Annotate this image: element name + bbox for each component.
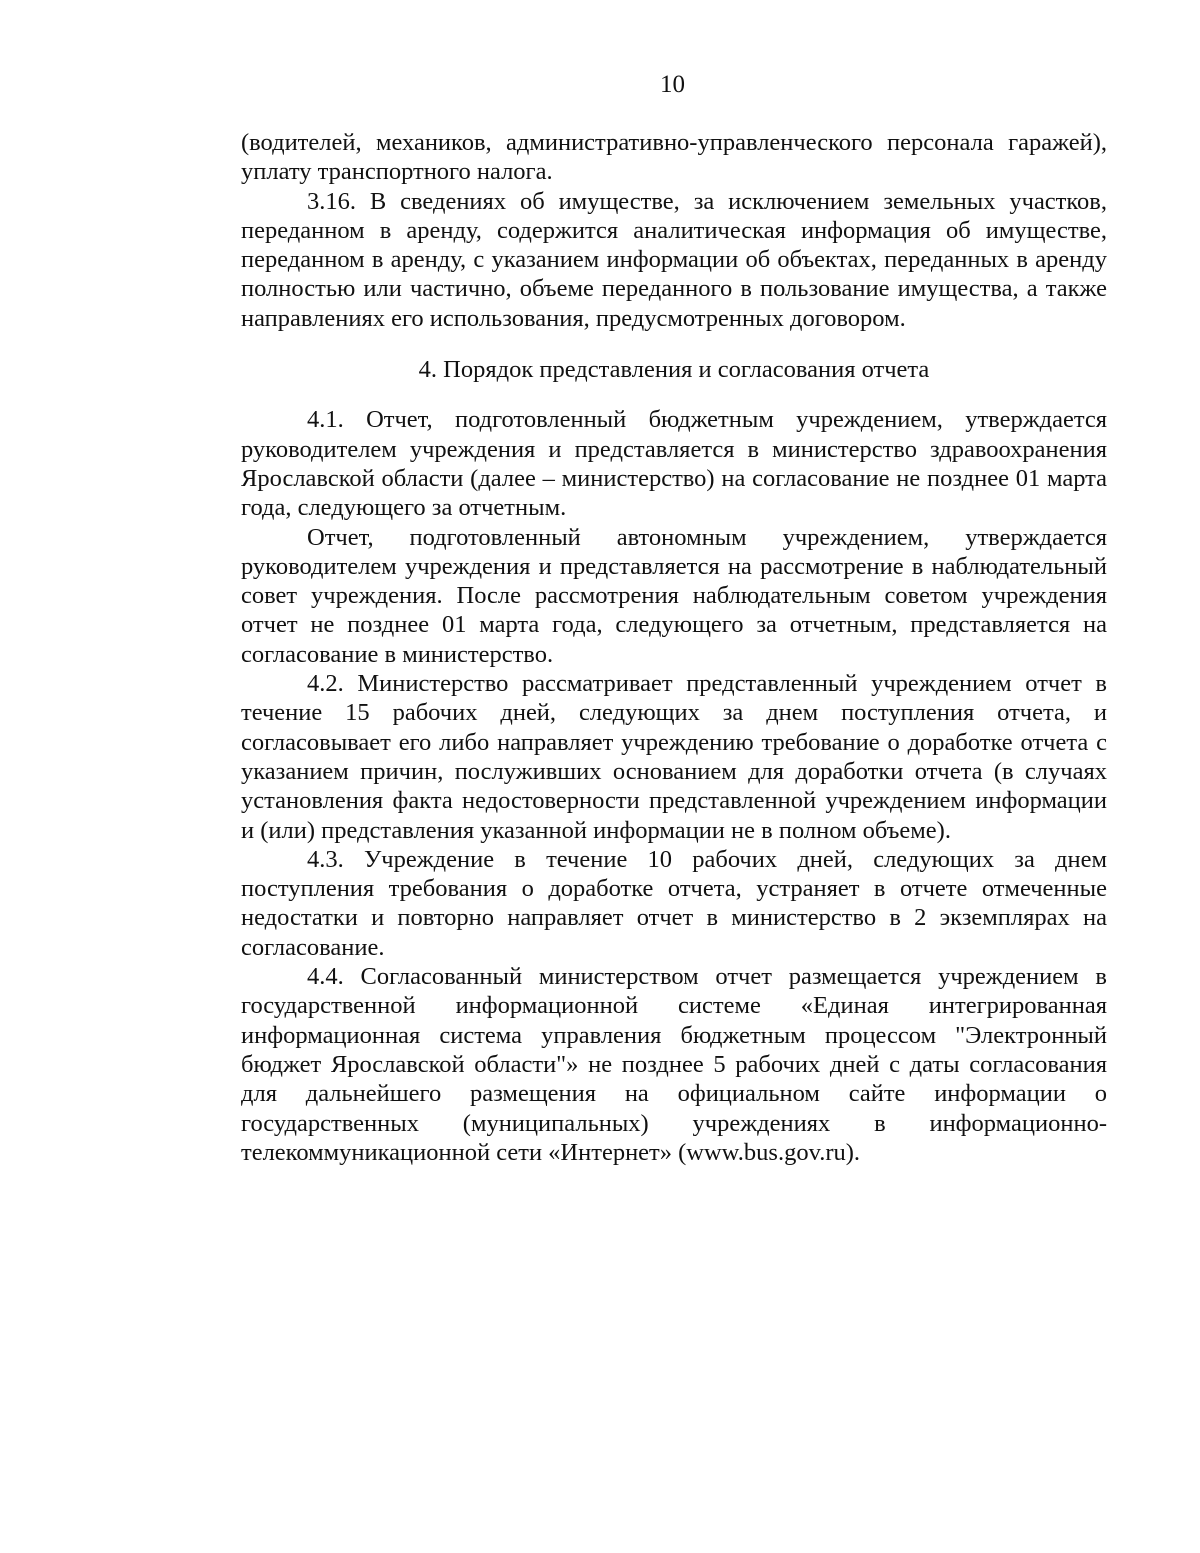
document-body [241, 128, 1107, 1167]
paragraph-4-2: 4.2. Министерство рассматривает представленный учреждением отчет в течение 15 рабочих дней, следующих за днем поступления отчета, и согласовывает его либо направляет учреждению требование о доработке отчета с указанием причин, послуживших основанием для доработки отчета (в случаях установления факта недостоверности представленной учреждением информации и (или) представления указанной информации не в полном объеме). [241, 670, 1107, 844]
paragraph-3-16: 3.16. В сведениях об имуществе, за исключением земельных участков, переданном в аренду, содержится аналитическая информация об имуществе, переданном в аренду, с указанием информации об объектах, переданных в аренду полностью или частично, объеме переданного в пользование имущества, а также направлениях его использования, предусмотренных договором. [241, 187, 1107, 332]
section-4-heading: 4. Порядок представления и согласования отчета [418, 356, 930, 384]
page-number: 10 [660, 71, 685, 98]
paragraph-4-1: 4.1. Отчет, подготовленный бюджетным учреждением, утверждается руководителем учреждения и представляется в министерство здравоохранения Ярославской области (далее – министерство) на согласование не позднее 01 марта года, следующего за отчетным. [241, 406, 1107, 522]
paragraph-4-4: 4.4. Согласованный министерством отчет размещается учреждением в государственной информационной системе «Единая интегрированная информационная система управления бюджетным процессом "Электронный бюджет Ярославской области"» не позднее 5 рабочих дней с даты согласования для дальнейшего размещения на официальном сайте информации о государственных (муниципальных) учреждениях в информационно-телекоммуникационной сети «Интернет» (www.bus.gov.ru). [241, 963, 1107, 1166]
continuation-paragraph: (водителей, механиков, административно-управленческого персонала гаражей), уплату транспортного налога. [241, 129, 1107, 186]
section-4 [241, 355, 1107, 1167]
paragraph-4-3: 4.3. Учреждение в течение 10 рабочих дней, следующих за днем поступления требования о доработке отчета, устраняет в отчете отмеченные недостатки и повторно направляет отчет в министерство в 2 экземплярах на согласование. [241, 845, 1107, 961]
paragraph-4-1-autonomous: Отчет, подготовленный автономным учреждением, утверждается руководителем учреждения и представляется на рассмотрение в наблюдательный совет учреждения. После рассмотрения наблюдательным советом учреждения отчет не позднее 01 марта года, следующего за отчетным, представляется на согласование в министерство. [241, 523, 1107, 668]
